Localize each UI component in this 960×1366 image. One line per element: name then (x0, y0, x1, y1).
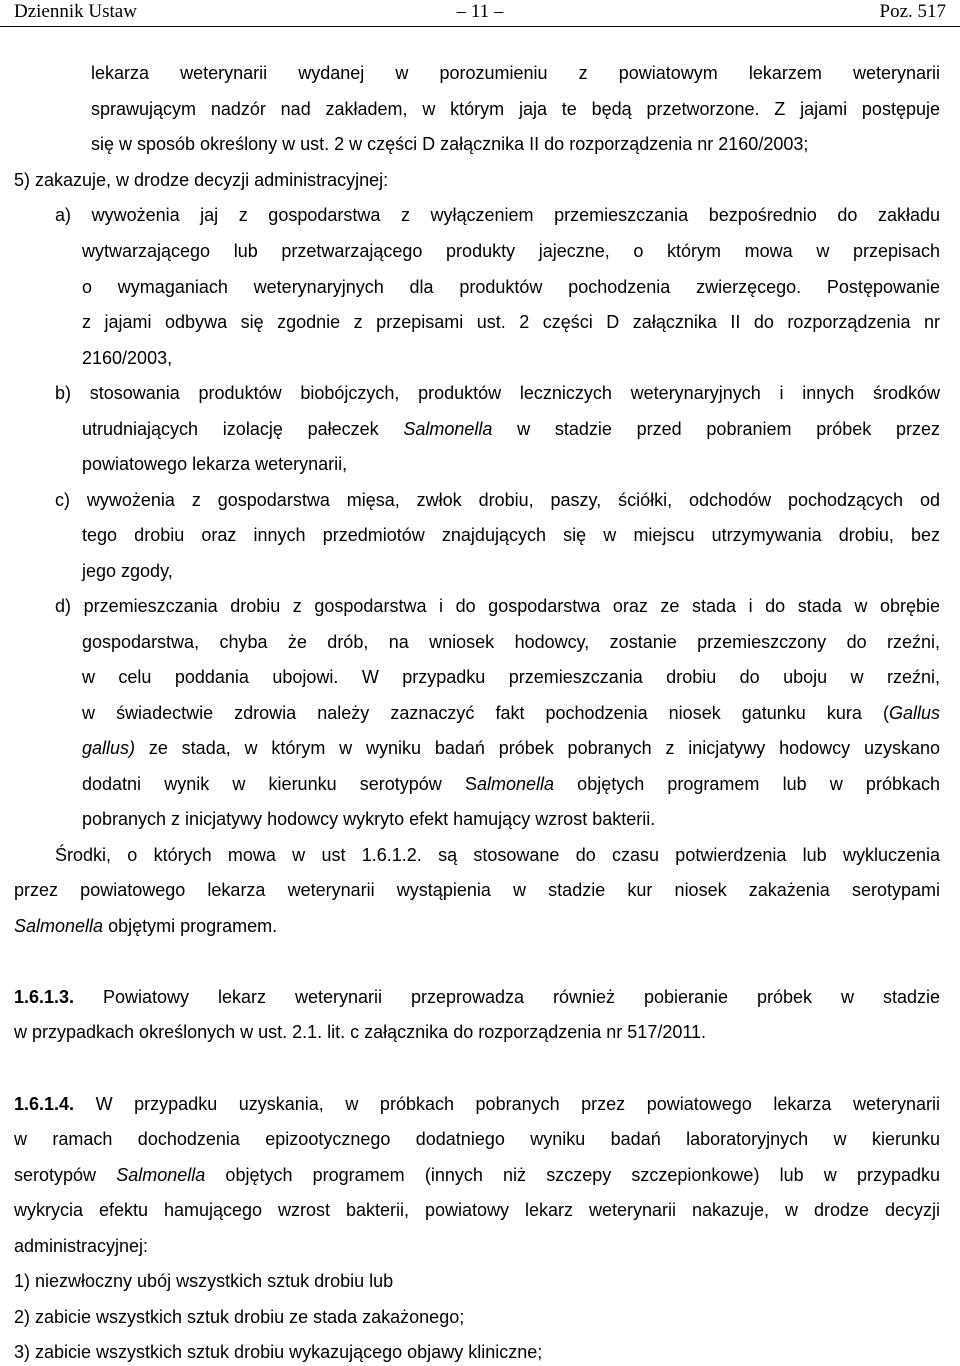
text-line: gospodarstwa, chyba że drób, na wniosek hodowcy, zostanie przemieszczony do rzeźni, (82, 632, 940, 652)
page-number: – 11 – (456, 1, 504, 22)
text-run: objętych programem lub w próbkach (554, 774, 940, 794)
list-item-5: 5) zakazuje, w drodze decyzji administracyjnej: (14, 170, 389, 190)
text-run: w świadectwie zdrowia należy zaznaczyć fakt pochodzenia niosek gatunku kura ( (82, 703, 889, 723)
list-item-d: d) przemieszczania drobiu z gospodarstwa i do gospodarstwa oraz ze stada i do stada w obrębie (55, 596, 940, 616)
section-number: 1.6.1.4. (14, 1094, 75, 1114)
text-run: objętych programem (innych niż szczepy szczepionkowe) lub w przypadku (205, 1165, 940, 1185)
text-line: wytwarzającego lub przetwarzającego produkty jajeczne, o którym mowa w przepisach (82, 241, 940, 261)
italic-term: Salmonella (403, 419, 493, 439)
list-item-1: 1) niezwłoczny ubój wszystkich sztuk drobiu lub (14, 1271, 394, 1291)
text-run: dodatni wynik w kierunku serotypów S (82, 774, 477, 794)
page-header (0, 0, 960, 27)
list-item-c: c) wywożenia z gospodarstwa mięsa, zwłok drobiu, paszy, ściółki, odchodów pochodzących od (55, 490, 940, 510)
italic-term: Salmonella (14, 916, 104, 936)
text-line: przez powiatowego lekarza weterynarii wystąpienia w stadzie kur niosek zakażenia serotypami (14, 880, 940, 900)
text-line: o wymaganiach weterynaryjnych dla produktów pochodzenia zwierzęcego. Postępowanie (82, 277, 940, 297)
text-line: w ramach dochodzenia epizootycznego dodatniego wyniku badań laboratoryjnych w kierunku (14, 1129, 940, 1149)
text-line: administracyjnej: (14, 1236, 149, 1256)
position-number: Poz. 517 (879, 1, 946, 22)
text-line (14, 914, 277, 938)
text-run: objętymi programem. (103, 916, 278, 936)
paragraph-start: Środki, o których mowa w ust 1.6.1.2. są stosowane do czasu potwierdzenia lub wykluczenia (55, 845, 940, 865)
italic-term: Salmonella (116, 1165, 206, 1185)
text-run: Powiatowy lekarz weterynarii przeprowadza również pobieranie próbek w stadzie (74, 987, 940, 1007)
text-line: się w sposób określony w ust. 2 w części D załącznika II do rozporządzenia nr 2160/2003; (91, 134, 809, 154)
section-1-6-1-3 (14, 985, 940, 1009)
text-run: utrudniających izolację pałeczek (82, 419, 404, 439)
text-line: sprawującym nadzór nad zakładem, w którym jaja te będą przetworzone. Z jajami postępuje (91, 99, 940, 119)
text-run: ze stada, w którym w wyniku badań próbek pobranych z inicjatywy hodowcy uzyskano (135, 738, 940, 758)
text-line: w celu poddania ubojowi. W przypadku przemieszczania drobiu do uboju w rzeźni, (82, 667, 940, 687)
text-line: wykrycia efektu hamującego wzrost bakterii, powiatowy lekarz weterynarii nakazuje, w drodze decyzji (14, 1200, 940, 1220)
text-line: 2160/2003, (82, 348, 173, 368)
text-line (82, 736, 940, 760)
text-line (14, 1163, 940, 1187)
list-item-b: b) stosowania produktów biobójczych, produktów leczniczych weterynaryjnych i innych środków (55, 383, 940, 403)
text-run: serotypów (14, 1165, 117, 1185)
text-line: jego zgody, (82, 561, 173, 581)
list-item-2: 2) zabicie wszystkich sztuk drobiu ze stada zakażonego; (14, 1307, 465, 1327)
text-line: tego drobiu oraz innych przedmiotów znajdujących się w miejscu utrzymywania drobiu, bez (82, 525, 940, 545)
list-item-3: 3) zabicie wszystkich sztuk drobiu wykazującego objawy kliniczne; (14, 1342, 543, 1362)
text-line (82, 417, 940, 441)
text-line (82, 701, 940, 725)
text-line: pobranych z inicjatywy hodowcy wykryto efekt hamujący wzrost bakterii. (82, 809, 656, 829)
text-line (82, 772, 940, 796)
italic-term: Gallus (888, 703, 940, 723)
text-line: powiatowego lekarza weterynarii, (82, 454, 348, 474)
text-line: z jajami odbywa się zgodnie z przepisami ust. 2 części D załącznika II do rozporządzenia nr (82, 312, 940, 332)
text-line: lekarza weterynarii wydanej w porozumieniu z powiatowym lekarzem weterynarii (91, 63, 940, 83)
section-number: 1.6.1.3. (14, 987, 75, 1007)
text-run: w stadzie przed pobraniem próbek przez (492, 419, 940, 439)
journal-title: Dziennik Ustaw (14, 1, 137, 22)
italic-term: almonella (476, 774, 555, 794)
text-run: W przypadku uzyskania, w próbkach pobranych przez powiatowego lekarza weterynarii (74, 1094, 940, 1114)
text-line: w przypadkach określonych w ust. 2.1. lit. c załącznika do rozporządzenia nr 517/2011. (14, 1022, 707, 1042)
list-item-a: a) wywożenia jaj z gospodarstwa z wyłączeniem przemieszczania bezpośrednio do zakładu (55, 205, 940, 225)
italic-term: gallus) (82, 738, 136, 758)
section-1-6-1-4 (14, 1092, 940, 1116)
